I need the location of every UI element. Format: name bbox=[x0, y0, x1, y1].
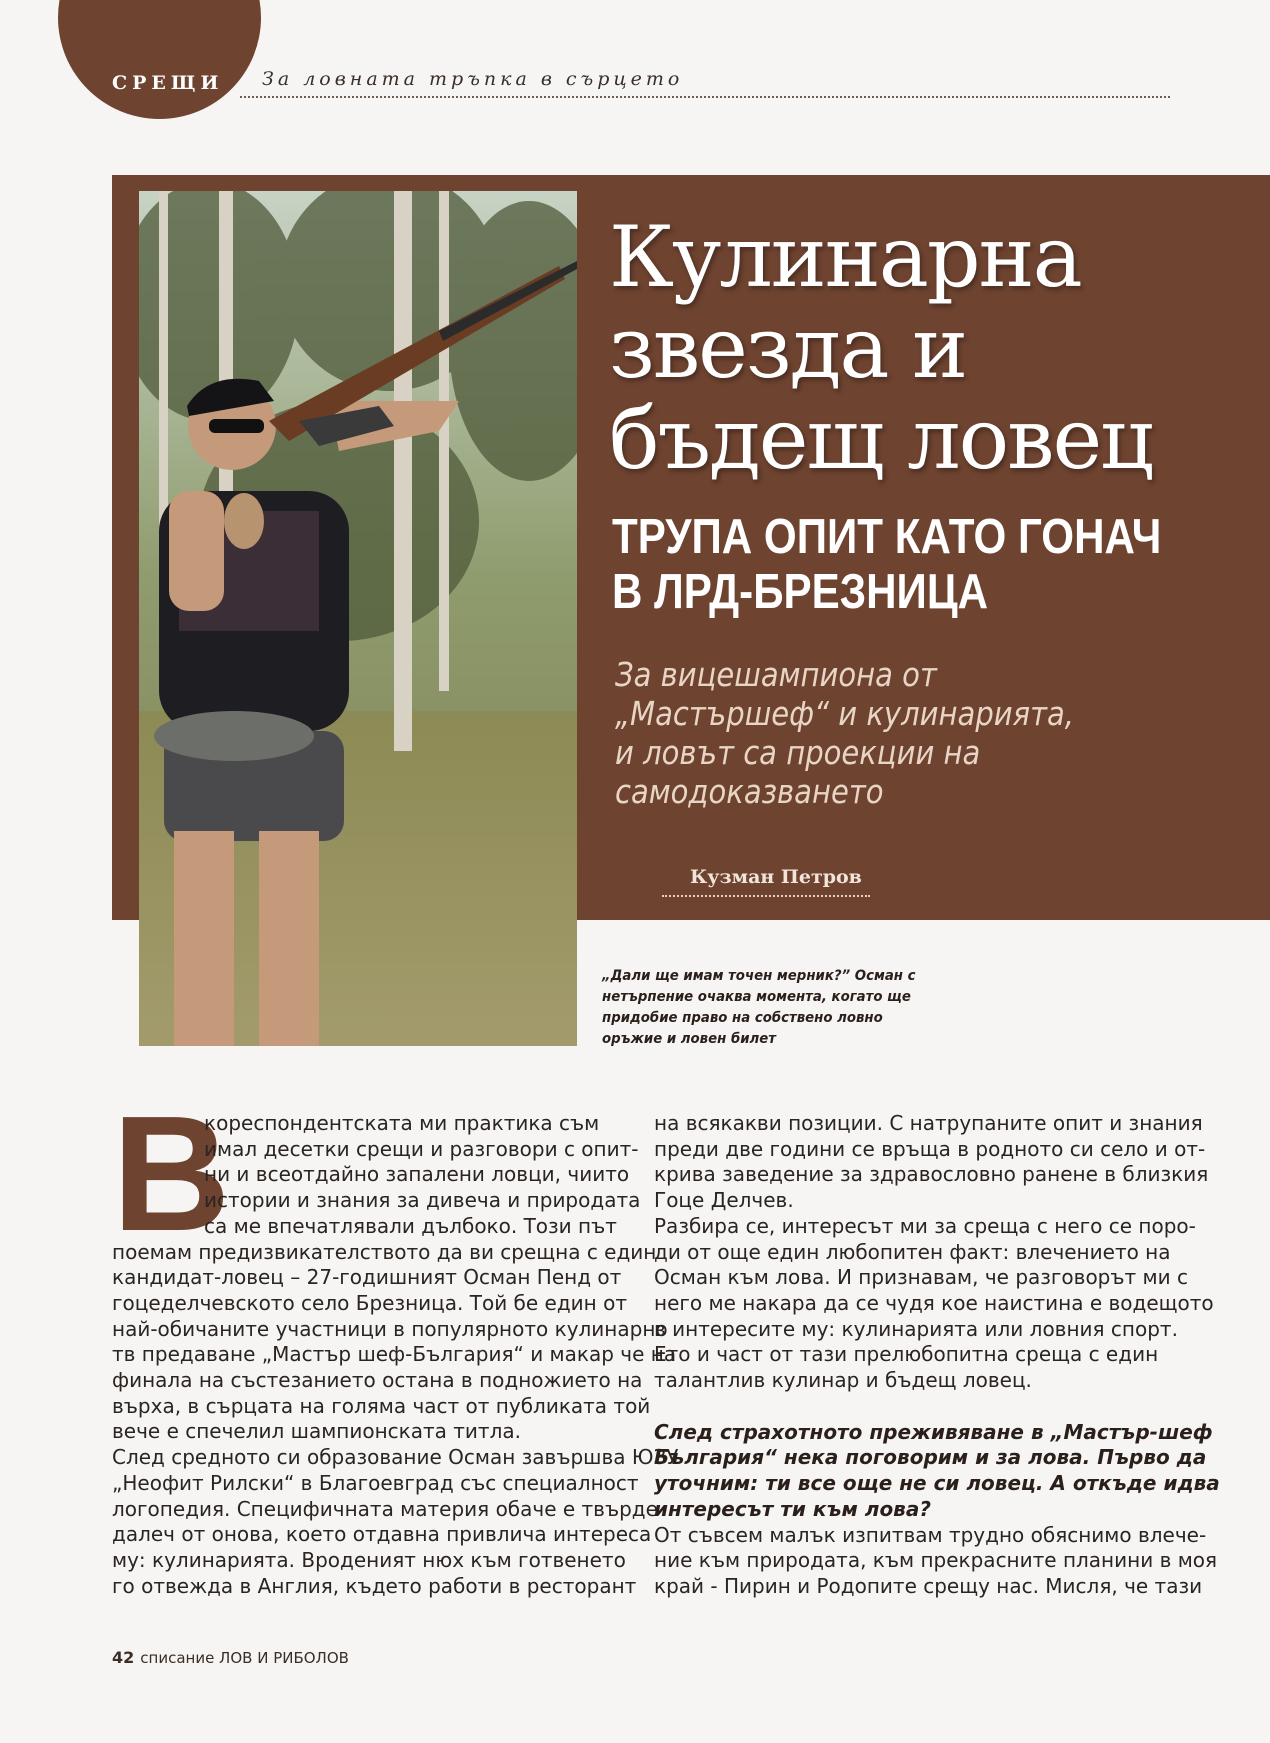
article-subtitle bbox=[612, 510, 1162, 620]
subtitle-line: В ЛРД-БРЕЗНИЦА bbox=[612, 565, 989, 619]
byline-divider bbox=[662, 895, 870, 897]
body-column-right bbox=[654, 1111, 1220, 1600]
body-line: него ме накара да се чудя кое наистина е водещото bbox=[654, 1290, 1214, 1315]
page-footer bbox=[112, 1648, 349, 1667]
question-line: След страхотното преживяване в „Мастър-шеф bbox=[654, 1419, 1213, 1444]
body-line: Ето и част от тази прелюбопитна среща с един bbox=[654, 1342, 1159, 1367]
body-column-left bbox=[112, 1082, 679, 1599]
publication-name: списание ЛОВ И РИБОЛОВ bbox=[140, 1649, 349, 1667]
body-line: върха, в сърцата на голяма част от публиката той bbox=[112, 1393, 651, 1418]
article-standfirst bbox=[615, 655, 1178, 811]
body-line: От съвсем малък изпитвам трудно обяснимо влече- bbox=[654, 1522, 1207, 1547]
kicker-divider bbox=[240, 96, 1170, 98]
body-line: край - Пирин и Родопите срещу нас. Мисля, че тази bbox=[654, 1573, 1203, 1598]
author-byline: Кузман Петров bbox=[690, 866, 862, 888]
body-line: кандидат-ловец – 27-годишният Осман Пенд от bbox=[112, 1265, 622, 1290]
body-line: на всякакви позиции. С натрупаните опит и знания bbox=[654, 1111, 1203, 1135]
title-line: бъдещ ловец bbox=[609, 390, 1153, 488]
body-line: са ме впечатлявали дълбоко. Този път bbox=[204, 1213, 617, 1238]
body-line: крива заведение за здравословно ранене в близкия bbox=[654, 1162, 1209, 1187]
body-line: кореспондентската ми практика съм bbox=[204, 1111, 600, 1135]
body-line: вече е спечелил шампионската титла. bbox=[112, 1419, 521, 1444]
body-line: му: кулинарията. Вроденият нюх към готвенето bbox=[112, 1547, 626, 1572]
body-line: го отвежда в Англия, където работи в ресторант bbox=[112, 1573, 637, 1598]
photo-caption: „Дали ще имам точен мерник?” Осман с нетърпение очаква момента, когато ще придобие право на собствено ловно оръжие и ловен билет bbox=[602, 968, 916, 1047]
body-line: Гоце Делчев. bbox=[654, 1188, 794, 1213]
drop-cap: В bbox=[112, 1082, 231, 1265]
body-line: преди две години се връща в родното си село и от- bbox=[654, 1136, 1206, 1161]
kicker-line: За ловната тръпка в сърцето bbox=[262, 68, 684, 90]
standfirst-line: самодоказването bbox=[615, 772, 884, 811]
body-line: ни и всеотдайно запалени ловци, чиито bbox=[204, 1162, 630, 1187]
standfirst-line: и ловът са проекции на bbox=[615, 733, 981, 772]
subtitle-line: ТРУПА ОПИТ КАТО ГОНАЧ bbox=[612, 510, 1162, 564]
body-line: След средното си образование Осман завършва ЮЗУ bbox=[112, 1445, 679, 1470]
paragraph-gap bbox=[654, 1394, 1156, 1420]
body-line: имал десетки срещи и разговори с опит- bbox=[204, 1136, 639, 1161]
body-line: финала на състезанието остана в подножието на bbox=[112, 1368, 643, 1393]
body-line: тв предаване „Мастър шеф-България“ и макар че на bbox=[112, 1342, 677, 1367]
article-title bbox=[609, 208, 1249, 488]
body-line: ди от още един любопитен факт: влечението на bbox=[654, 1239, 1171, 1264]
body-line: поемам предизвикателството да ви срещна с един bbox=[112, 1239, 657, 1264]
interview-question bbox=[654, 1419, 1220, 1523]
body-line: „Неофит Рилски“ в Благоевград със специалност bbox=[112, 1470, 639, 1495]
body-line: гоцеделчевското село Брезница. Той бе един от bbox=[112, 1290, 627, 1315]
question-line: България“ нека поговорим и за лова. Първо да bbox=[654, 1445, 1207, 1470]
standfirst-line: За вицешампиона от bbox=[615, 655, 937, 694]
section-badge-circle bbox=[58, 0, 261, 119]
standfirst-line: „Мастършеф“ и кулинарията, bbox=[615, 694, 1075, 733]
body-line: ние към природата, към прекрасните планини в моя bbox=[654, 1548, 1218, 1573]
question-line: интересът ти към лова? bbox=[654, 1496, 931, 1521]
question-line: уточним: ти все още не си ловец. А откъде идва bbox=[654, 1471, 1220, 1496]
body-line: талантлив кулинар и бъдещ ловец. bbox=[654, 1368, 1032, 1393]
body-line: логопедия. Специфичната материя обаче е твърде bbox=[112, 1496, 658, 1521]
body-line: Осман към лова. И признавам, че разговорът ми с bbox=[654, 1265, 1188, 1290]
body-line: истории и знания за дивеча и природата bbox=[204, 1188, 641, 1213]
section-label: СРЕЩИ bbox=[112, 72, 224, 94]
title-line: Кулинарна bbox=[609, 208, 1081, 306]
body-line: далеч от онова, което отдавна привлича интереса bbox=[112, 1522, 652, 1547]
title-line: звезда и bbox=[609, 299, 967, 397]
body-line: в интересите му: кулинарията или ловния спорт. bbox=[654, 1316, 1178, 1341]
body-line: Разбира се, интересът ми за среща с него се поро- bbox=[654, 1213, 1196, 1238]
page-number: 42 bbox=[112, 1648, 135, 1667]
body-line: най-обичаните участници в популярното кулинарно bbox=[112, 1316, 668, 1341]
article-photo bbox=[139, 191, 577, 1046]
